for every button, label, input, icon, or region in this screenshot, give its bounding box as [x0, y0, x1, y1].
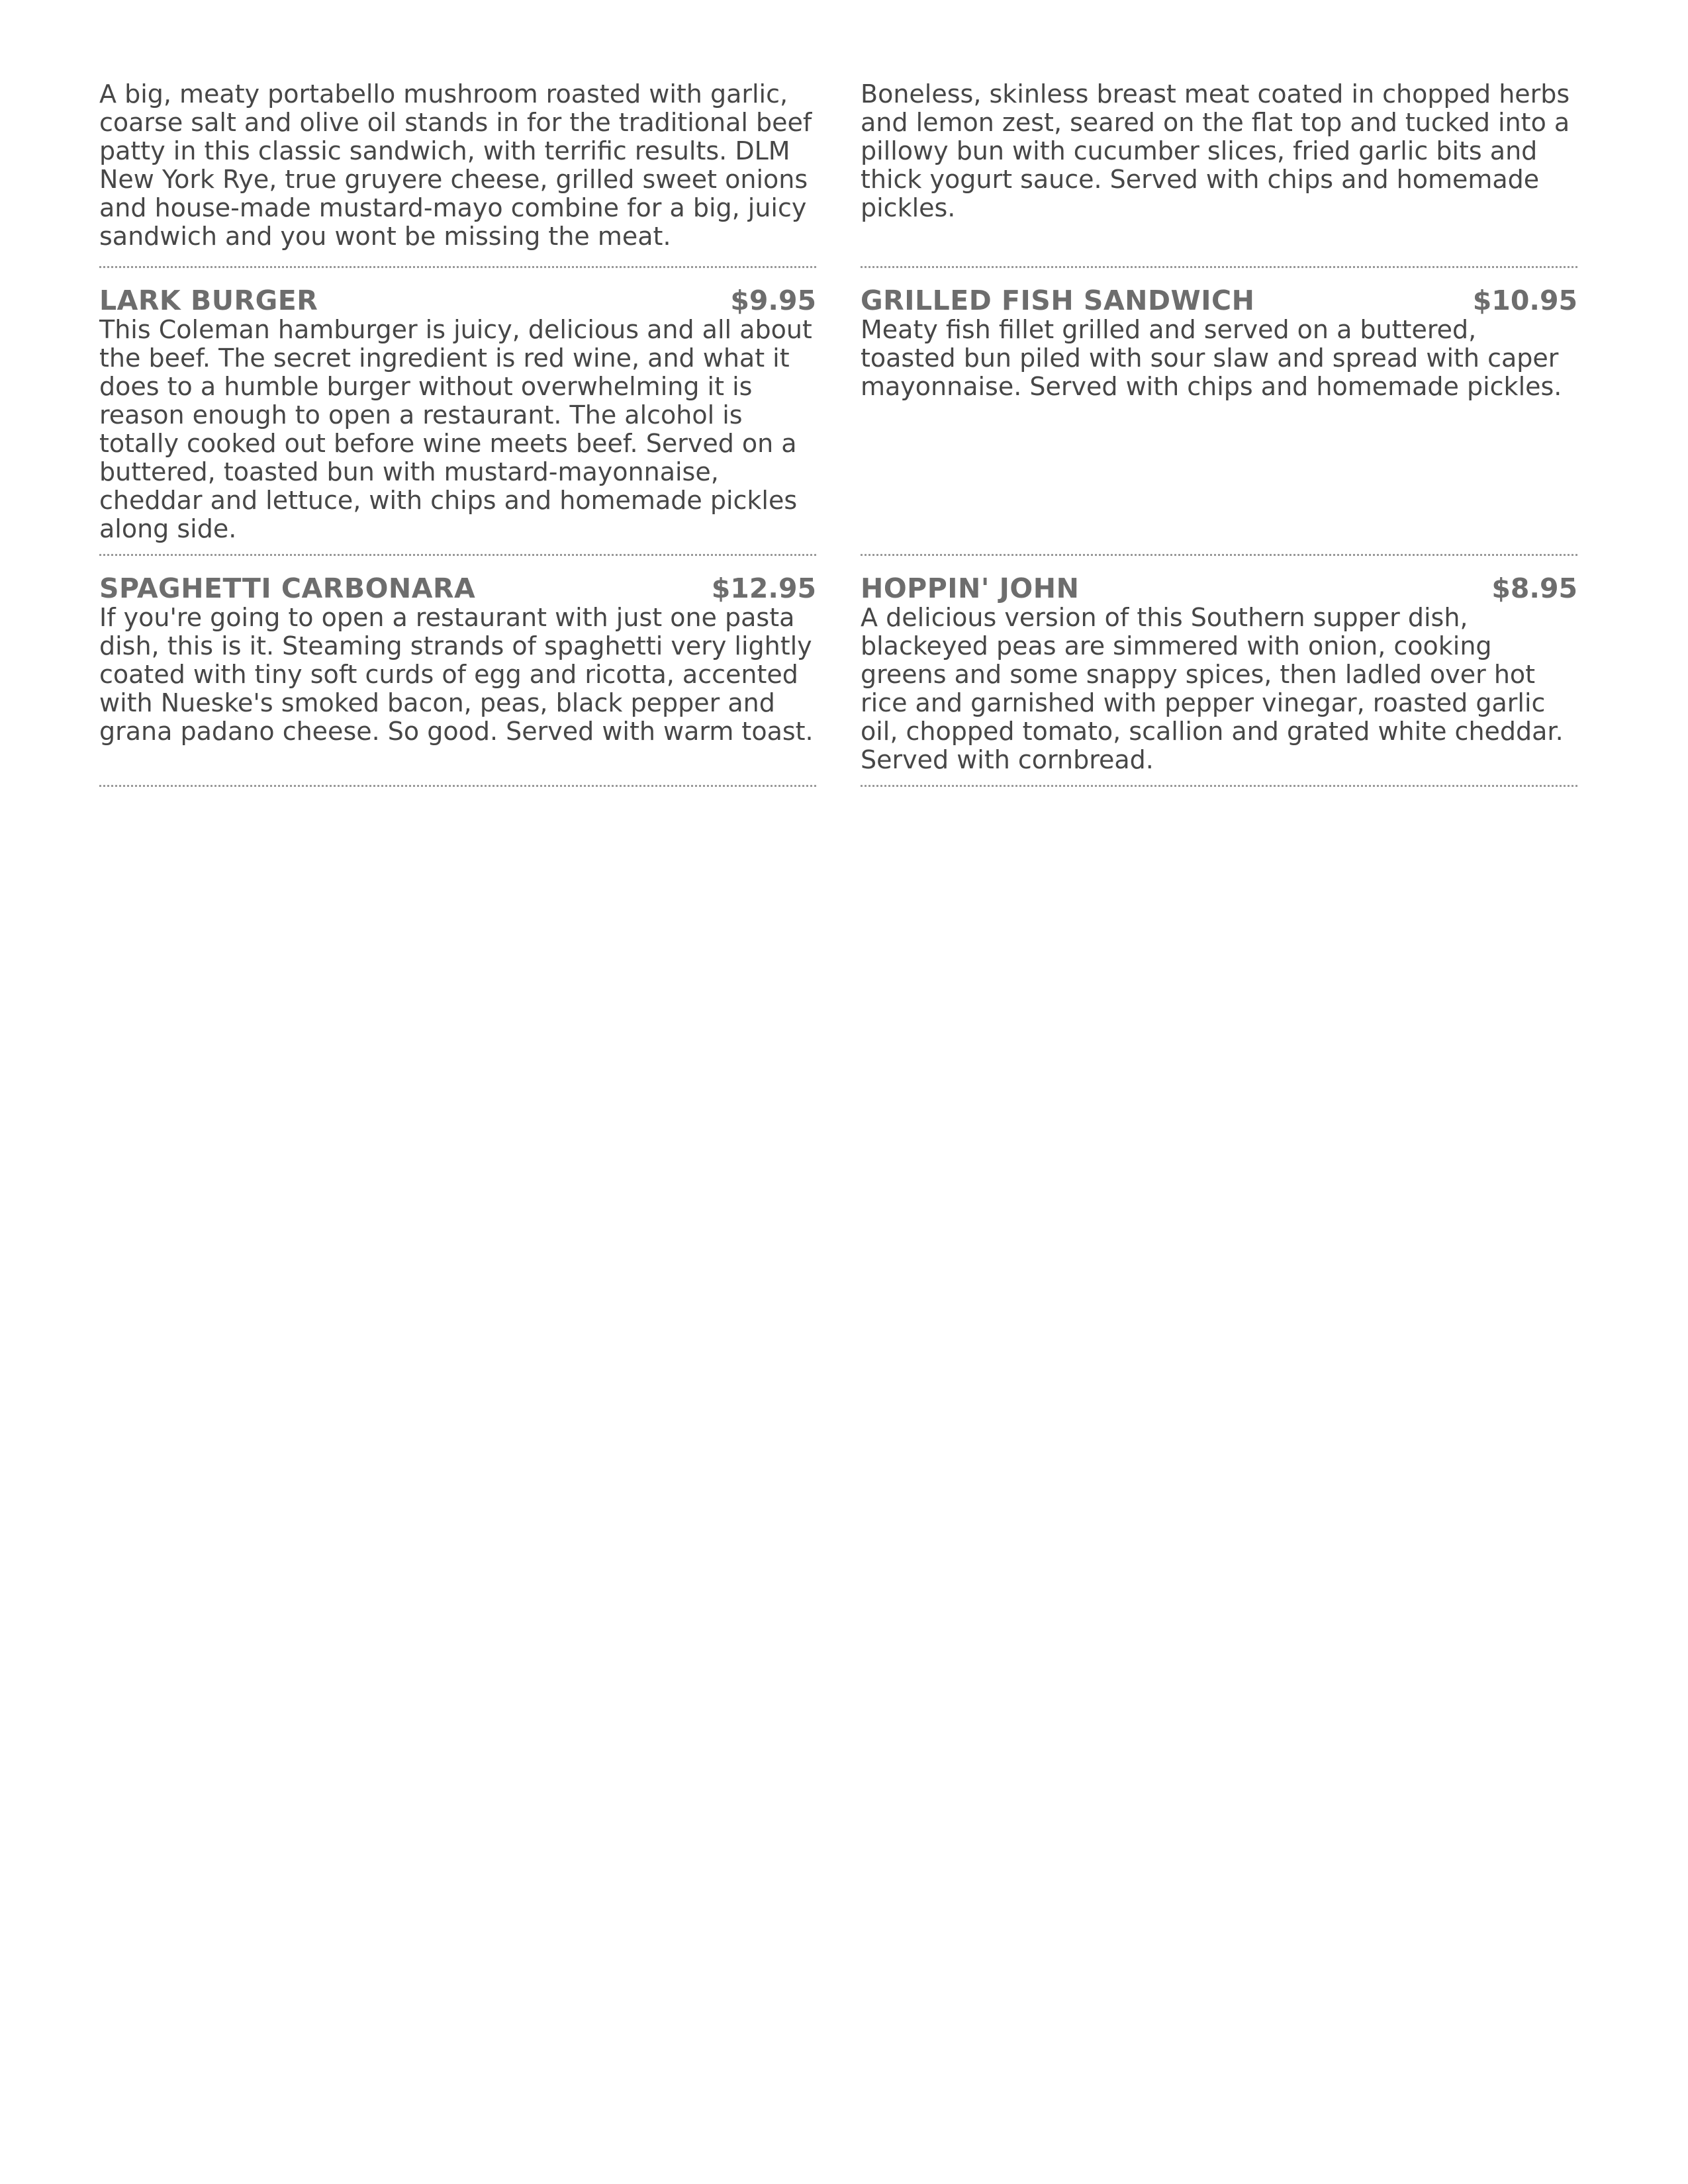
menu-item-name: GRILLED FISH SANDWICH	[861, 285, 1255, 316]
menu-item-header	[861, 285, 1577, 316]
menu-item-description: Meaty fish fillet grilled and served on a buttered, toasted bun piled with sour slaw and spread with caper mayonnaise. Served with chips and homemade pickles.	[861, 315, 1562, 401]
menu-item-description: This Coleman hamburger is juicy, delicious and all about the beef. The secret ingredient is red wine, and what it does to a humble burger without overwhelming it is reason enough to open a restaurant. The alcohol is totally cooked out before wine meets beef. Served on a buttered, toasted bun with mustard-mayonnaise, cheddar and lettuce, with chips and homemade pickles along side.	[99, 315, 812, 543]
menu-item-price: $12.95	[711, 572, 816, 604]
menu-item-name: LARK BURGER	[99, 285, 318, 316]
menu-item-description: If you're going to open a restaurant with just one pasta dish, this is it. Steaming strands of spaghetti very lightly coated with tiny soft curds of egg and ricotta, accented with Nueske's smoked bacon, peas, black pepper and grana padano cheese. So good. Served with warm toast.	[99, 603, 814, 746]
menu-item-price: $9.95	[730, 285, 816, 316]
menu-item-price: $10.95	[1472, 285, 1577, 316]
intro-paragraph-right: Boneless, skinless breast meat coated in chopped herbs and lemon zest, seared on the flat top and tucked into a pillowy bun with cucumber slices, fried garlic bits and thick yogurt sauce. Served with chips and homemade pickles.	[861, 79, 1570, 222]
menu-item-description: A delicious version of this Southern supper dish, blackeyed peas are simmered with onion, cooking greens and some snappy spices, then ladled over hot rice and garnished with pepper vinegar, roasted garlic oil, chopped tomato, scallion and grated white cheddar. Served with cornbread.	[861, 603, 1564, 774]
intro-paragraph-left: A big, meaty portabello mushroom roasted with garlic, coarse salt and olive oil stands in for the traditional beef patty in this classic sandwich, with terrific results. DLM New York Rye, true gruyere cheese, grilled sweet onions and house-made mustard-mayo combine for a big, juicy sandwich and you wont be missing the meat.	[99, 79, 812, 251]
menu-item-header	[861, 573, 1577, 604]
menu-item-grilled-fish-sandwich	[861, 268, 1577, 554]
menu-item-header	[99, 573, 816, 604]
menu-item-name: HOPPIN' JOHN	[861, 572, 1080, 604]
menu-item-spaghetti-carbonara	[99, 556, 816, 785]
dotted-separator	[861, 785, 1577, 787]
menu-page	[99, 80, 1577, 787]
menu-item-header	[99, 285, 816, 316]
menu-item-price: $8.95	[1491, 572, 1577, 604]
menu-item-lark-burger	[99, 268, 816, 554]
menu-item-name: SPAGHETTI CARBONARA	[99, 572, 476, 604]
dotted-separator	[99, 785, 816, 787]
menu-item-hoppin-john	[861, 556, 1577, 785]
